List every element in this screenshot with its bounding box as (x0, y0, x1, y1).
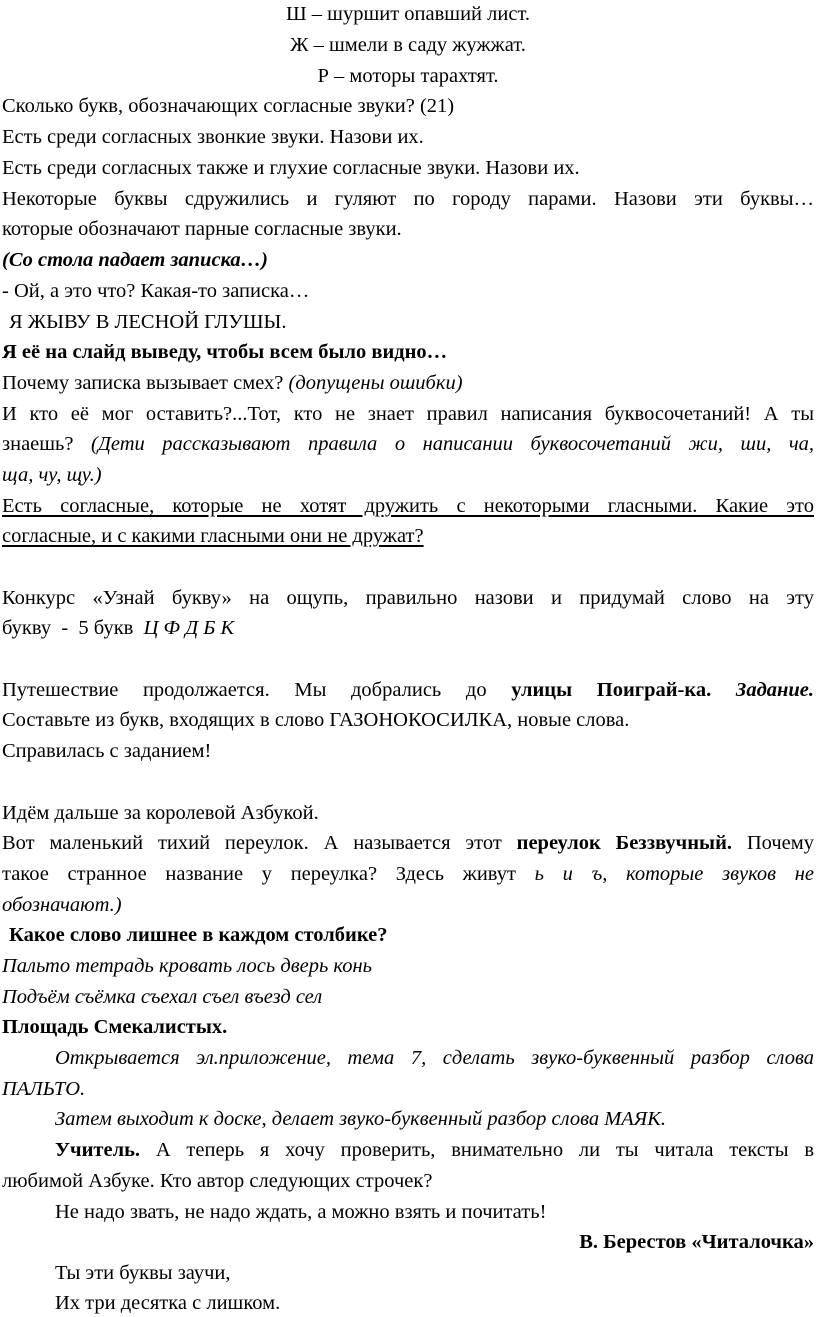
section-heading: Площадь Смекалистых. (2, 1016, 228, 1038)
dialog-note: - Ой, а это что? Какая-то записка… (2, 280, 310, 302)
slide-line: Я её на слайд выведу, чтобы всем было видно… (2, 341, 448, 363)
who-left-line-3: ща, чу, щу.) (2, 464, 102, 486)
why-laugh-line (2, 369, 814, 397)
poem-line: Ж – шмели в саду жужжат. (290, 34, 526, 56)
lane-tail: Почему (732, 832, 814, 854)
teacher-text: А теперь я хочу проверить, внимательно ли ты читала тексты в (140, 1139, 814, 1161)
question-voiced: Есть среди согласных звонкие звуки. Назови их. (2, 126, 424, 148)
why-laugh-answer: (допущены ошибки) (288, 372, 463, 394)
note-text: Я ЖЫВУ В ЛЕСНОЙ ГЛУШЫ. (9, 311, 287, 333)
who-left-text: знаешь? (2, 433, 92, 455)
lane-text: Вот маленький тихий переулок. А называется этот (2, 832, 517, 854)
poem-line: Р – моторы тарахтят. (317, 65, 499, 87)
consonants-question-cont: согласные, и с какими гласными они не дружат? (2, 525, 424, 547)
question-pairs: Некоторые буквы сдружились и гуляют по городу парами. Назови эти буквы… (2, 188, 814, 210)
word-row: Подъём съёмка съехал съел въезд сел (2, 986, 323, 1008)
teacher-line (55, 1136, 814, 1164)
lane-text-2: такое странное название у переулка? Здесь живут (2, 863, 535, 885)
contest-line: Конкурс «Узнай букву» на ощупь, правильно назови и придумай слово на эту (2, 587, 814, 609)
question-voiceless: Есть среди согласных также и глухие согласные звуки. Назови их. (2, 157, 580, 179)
lane-line-2 (2, 860, 814, 888)
lane-line-3: обозначают.) (2, 894, 122, 916)
verse-line: Ты эти буквы заучи, (55, 1262, 231, 1284)
who-left-line-2 (2, 430, 814, 458)
who-left-italic: (Дети рассказывают правила о написании буквосочетаний жи, ши, ча, (91, 433, 814, 455)
question-count: Сколько букв, обозначающих согласные звуки? (21) (2, 95, 455, 117)
lane-name: переулок Беззвучный. (516, 832, 732, 854)
journey-text: Путешествие продолжается. Мы добрались до (2, 679, 512, 701)
lane-line (2, 829, 814, 857)
poem-line: Ш – шуршит опавший лист. (286, 3, 530, 25)
journey-done: Справилась с заданием! (2, 740, 212, 762)
teacher-line-2: любимой Азбуке. Кто автор следующих строчек? (2, 1170, 433, 1192)
lane-italic: ь и ъ, которые звуков не (534, 863, 814, 885)
journey-line (2, 676, 814, 704)
why-laugh-text: Почему записка вызывает смех? (2, 372, 289, 394)
journey-task-label: Задание. (735, 679, 815, 701)
journey-task: Составьте из букв, входящих в слово ГАЗОНОКОСИЛКА, новые слова. (2, 709, 630, 731)
contest-line-2 (2, 614, 814, 642)
azbuka-line: Идём дальше за королевой Азбукой. (2, 802, 319, 824)
app-task-line-2: ПАЛЬТО. (2, 1078, 86, 1100)
quote: Не надо звать, не надо ждать, а можно взять и почитать! (55, 1201, 547, 1223)
board-task: Затем выходит к доске, делает звуко-буквенный разбор слова МАЯК. (55, 1108, 667, 1130)
verse-line: Их три десятка с лишком. (55, 1292, 281, 1314)
word-row: Пальто тетрадь кровать лось дверь конь (2, 955, 372, 977)
journey-street: улицы Поиграй-ка. (511, 679, 712, 701)
app-task-line: Открывается эл.приложение, тема 7, сделать звуко-буквенный разбор слова (55, 1047, 814, 1069)
contest-text: букву - 5 букв (2, 617, 144, 639)
question-pairs-cont: которые обозначают парные согласные звуки. (2, 218, 402, 240)
attribution: В. Берестов «Читалочка» (579, 1231, 814, 1253)
extra-word-question: Какое слово лишнее в каждом столбике? (9, 924, 388, 946)
contest-letters: Ц Ф Д Б К (143, 617, 235, 639)
teacher-label: Учитель. (55, 1139, 141, 1161)
consonants-question: Есть согласные, которые не хотят дружить с некоторыми гласными. Какие это (2, 495, 814, 517)
who-left-line: И кто её мог оставить?...Тот, кто не знает правил написания буквосочетаний! А ты (2, 403, 814, 425)
stage-direction-note: (Со стола падает записка…) (2, 249, 268, 271)
